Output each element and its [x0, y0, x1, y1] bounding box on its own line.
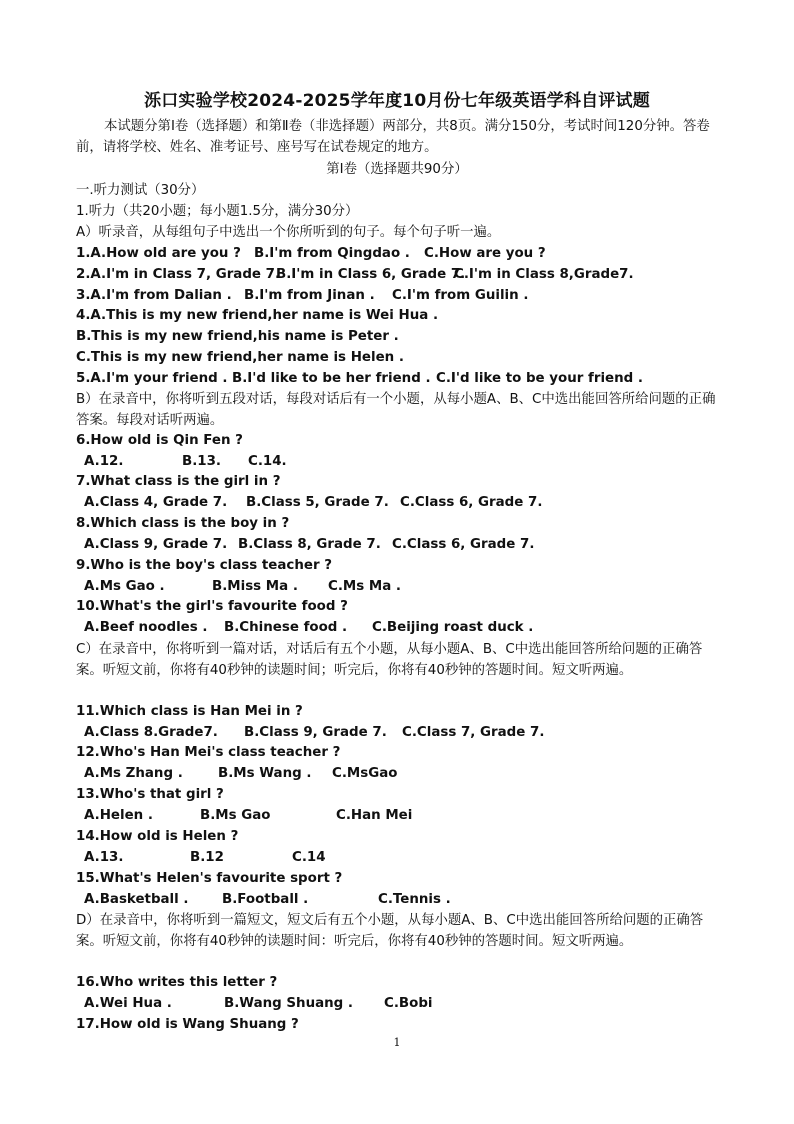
option-b: B.Wang Shuang .	[224, 996, 354, 1011]
option-a: A.Helen .	[84, 808, 153, 823]
question-8-options	[84, 535, 724, 555]
option-b: B.Football .	[222, 892, 309, 907]
option-a: A.13.	[84, 850, 124, 865]
option-b: B.I'm in Class 6, Grade 7.	[276, 267, 466, 282]
option-a: A.Ms Zhang .	[84, 766, 183, 781]
option-c: C.Class 6, Grade 7.	[400, 495, 543, 510]
option-b: B.Class 9, Grade 7.	[244, 725, 387, 740]
question-2	[76, 265, 724, 285]
question-16-stem: 16.Who writes this letter ?	[76, 975, 278, 990]
option-c: C.Ms Ma .	[328, 579, 401, 594]
option-b: B.Ms Wang .	[218, 766, 312, 781]
question-11-options	[84, 723, 724, 743]
option-a: A.Beef noodles .	[84, 620, 208, 635]
question-7-options	[84, 493, 724, 513]
option-a: 5.A.I'm your friend .	[76, 371, 228, 386]
option-b: B.I'm from Qingdao .	[254, 246, 410, 261]
page-title: 泺口实验学校2024-2025学年度10月份七年级英语学科自评试题	[144, 91, 650, 111]
option-b: B.Class 5, Grade 7.	[246, 495, 389, 510]
option-c: C.I'm in Class 8,Grade7.	[454, 267, 634, 282]
option-a: A.12.	[84, 454, 124, 469]
option-c: C.I'd like to be your friend .	[436, 371, 643, 386]
question-8-stem: 8.Which class is the boy in ?	[76, 516, 290, 531]
question-4-option-b: B.This is my new friend,his name is Peter .	[76, 329, 399, 344]
page-number: 1	[393, 1036, 401, 1049]
option-b: B.I'm from Jinan .	[244, 288, 375, 303]
question-16-options	[84, 994, 724, 1014]
instruction-b: B）在录音中，你将听到五段对话，每段对话后有一个小题，从每小题A、B、C中选出能回答所给问题的正确答案。每段对话听两遍。	[76, 392, 716, 428]
question-14-stem: 14.How old is Helen ?	[76, 829, 239, 844]
option-a: A.Wei Hua .	[84, 996, 172, 1011]
question-9-stem: 9.Who is the boy's class teacher ?	[76, 558, 332, 573]
question-15-options	[84, 890, 724, 910]
option-a: A.Ms Gao .	[84, 579, 165, 594]
question-5	[76, 369, 724, 389]
question-13-options	[84, 806, 724, 826]
option-c: C.Tennis .	[378, 892, 451, 907]
option-b: B.I'd like to be her friend .	[232, 371, 431, 386]
option-c: C.Han Mei	[336, 808, 413, 823]
question-3	[76, 286, 724, 306]
question-10-stem: 10.What's the girl's favourite food ?	[76, 599, 348, 614]
question-7-stem: 7.What class is the girl in ?	[76, 474, 281, 489]
option-c: C.Class 7, Grade 7.	[402, 725, 545, 740]
question-15-stem: 15.What's Helen's favourite sport ?	[76, 871, 343, 886]
option-b: B.Miss Ma .	[212, 579, 298, 594]
option-c: C.I'm from Guilin .	[392, 288, 529, 303]
question-11-stem: 11.Which class is Han Mei in ?	[76, 704, 303, 719]
subsection-heading: 1.听力（共20小题；每小题1.5分，满分30分）	[76, 204, 359, 219]
question-12-stem: 12.Who's Han Mei's class teacher ?	[76, 745, 341, 760]
option-a: A.Basketball .	[84, 892, 189, 907]
option-a: 1.A.How old are you ?	[76, 246, 241, 261]
option-a: 3.A.I'm from Dalian .	[76, 288, 232, 303]
intro-paragraph: 本试题分第Ⅰ卷（选择题）和第Ⅱ卷（非选择题）两部分，共8页。满分150分，考试时间120分钟。答卷前，请将学校、姓名、准考证号、座号写在试卷规定的地方。	[76, 119, 710, 155]
question-1	[76, 244, 724, 264]
option-b: B.Ms Gao	[200, 808, 271, 823]
question-10-options	[84, 618, 724, 638]
option-c: C.Beijing roast duck .	[372, 620, 534, 635]
option-c: C.14.	[248, 454, 287, 469]
question-4-option-c: C.This is my new friend,her name is Helen .	[76, 350, 404, 365]
question-6-stem: 6.How old is Qin Fen ?	[76, 433, 243, 448]
question-17-stem: 17.How old is Wang Shuang ?	[76, 1017, 299, 1032]
question-13-stem: 13.Who's that girl ?	[76, 787, 224, 802]
option-b: B.12	[190, 850, 224, 865]
instruction-a: A）听录音，从每组句子中选出一个你所听到的句子。每个句子听一遍。	[76, 225, 501, 240]
section-listening-heading: 一.听力测试（30分）	[76, 183, 205, 198]
option-b: B.Chinese food .	[224, 620, 348, 635]
question-14-options	[84, 848, 724, 868]
option-c: C.How are you ?	[424, 246, 546, 261]
option-a: A.Class 4, Grade 7.	[84, 495, 228, 510]
option-b: B.13.	[182, 454, 222, 469]
option-c: C.Bobi	[384, 996, 433, 1011]
instruction-c: C）在录音中，你将听到一篇对话，对话后有五个小题，从每小题A、B、C中选出能回答所给问题的正确答案。听短文前，你将有40秒钟的读题时间；听完后，你将有40秒钟的答题时间。短文听两遍。	[76, 642, 703, 678]
instruction-d: D）在录音中，你将听到一篇短文，短文后有五个小题，从每小题A、B、C中选出能回答所给问题的正确答案。听短文前，你将有40秒钟的读题时间：听完后，你将有40秒钟的答题时间。短文听两遍。	[76, 913, 704, 949]
option-c: C.MsGao	[332, 766, 398, 781]
question-4-option-a: 4.A.This is my new friend,her name is Wei Hua .	[76, 308, 439, 323]
option-a: A.Class 8.Grade7.	[84, 725, 218, 740]
option-b: B.Class 8, Grade 7.	[238, 537, 381, 552]
option-c: C.14	[292, 850, 326, 865]
question-6-options	[84, 452, 724, 472]
option-a: 2.A.I'm in Class 7, Grade 7.	[76, 267, 281, 282]
question-12-options	[84, 764, 724, 784]
option-a: A.Class 9, Grade 7.	[84, 537, 228, 552]
part1-heading: 第Ⅰ卷（选择题共90分）	[326, 162, 468, 177]
option-c: C.Class 6, Grade 7.	[392, 537, 535, 552]
question-9-options	[84, 577, 724, 597]
